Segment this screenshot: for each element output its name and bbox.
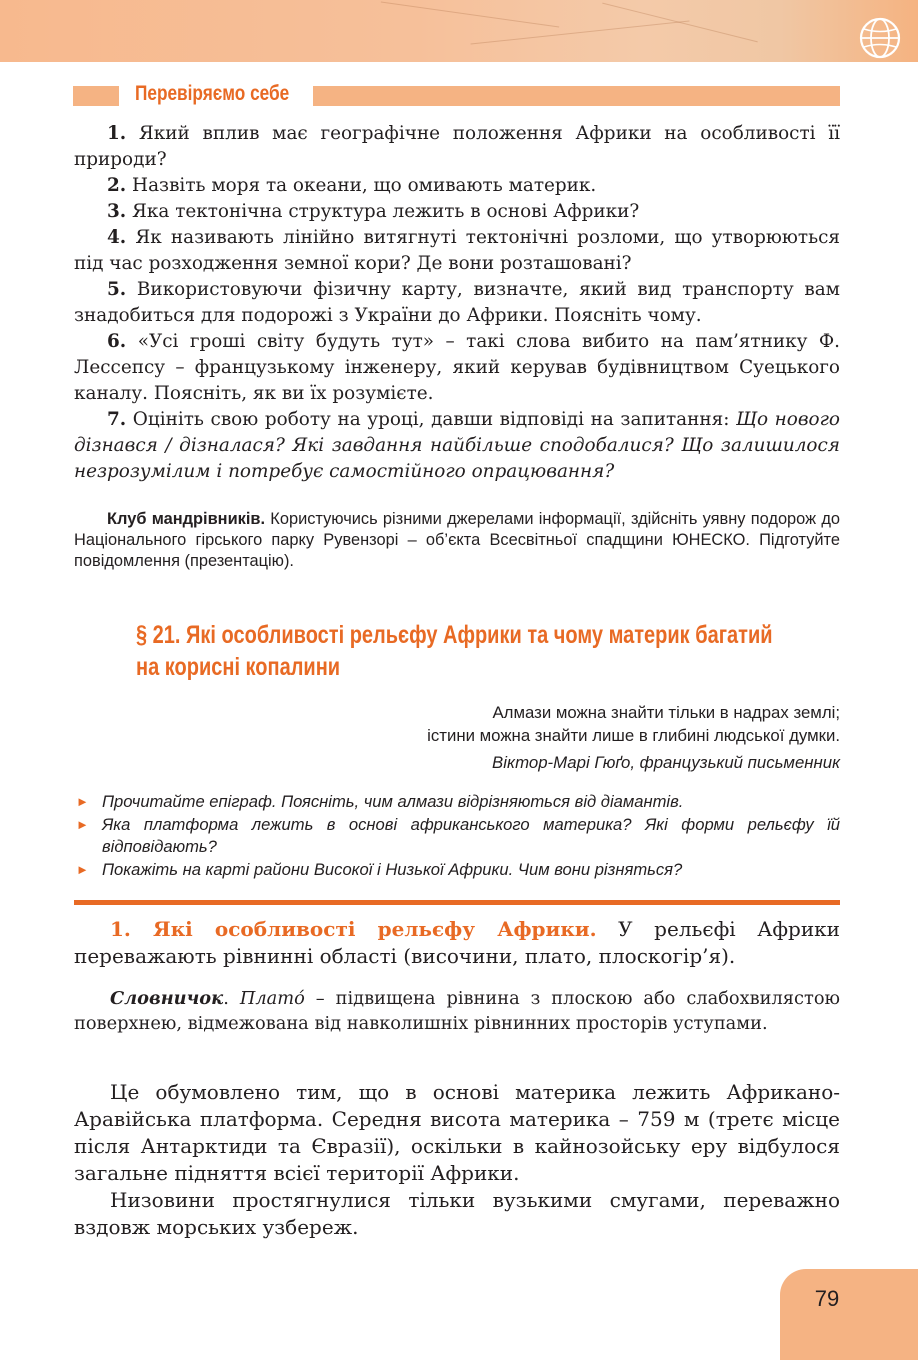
question-text: Який вплив має географічне положення Африки на особливості її природи? (74, 123, 840, 170)
question-item (74, 277, 840, 329)
question-number: 1. (107, 123, 127, 144)
page-number: 79 (814, 1286, 840, 1311)
epigraph (240, 701, 840, 774)
club-text: Користуючись різними джерелами інформації, здійсніть уявну подорож до Національного гірського парку Рувензорі – об’єкта Всесвітньої спадщини ЮНЕСКО. Підготуйте повідомлення (презентацію). (74, 510, 841, 570)
prompt-list (76, 791, 840, 881)
paragraph-platform (74, 1079, 840, 1241)
question-text: Яка тектонічна структура лежить в основі Африки? (126, 201, 640, 222)
club-label: Клуб мандрівників. (107, 510, 266, 528)
question-text: Оцініть свою роботу на уроці, давши відповіді на запитання: (126, 409, 736, 430)
map-texture-line (471, 21, 690, 45)
travelers-club-note (74, 509, 840, 572)
paragraph (74, 916, 840, 970)
glossary-term: Плато́ (239, 988, 305, 1009)
arrow-marker-icon: ► (76, 794, 89, 809)
question-item (74, 329, 840, 407)
top-decorative-band (0, 0, 918, 62)
epigraph-author: Віктор-Марі Гюґо, французький письменник (492, 753, 840, 772)
question-list (74, 121, 840, 485)
prompt-text: Яка платформа лежить в основі африканського материка? Які форми рельєфу їй відповідають? (102, 814, 840, 856)
prompt-text: Прочитайте епіграф. Поясніть, чим алмази відрізняються від діамантів. (102, 792, 684, 811)
section-title (136, 619, 792, 683)
paragraph-text: У рельєфі Африки переважають рівнинні області (височини, плато, плоскогір’я). (74, 917, 841, 968)
header-bar-right (313, 86, 840, 106)
question-item (74, 407, 840, 485)
question-text: Назвіть моря та океани, що омивають материк. (126, 175, 597, 196)
section-divider (74, 900, 840, 905)
question-number: 5. (107, 279, 127, 300)
question-number: 7. (107, 409, 127, 430)
paragraph-relief (74, 916, 840, 970)
section-title-line: на корисні копалини (136, 653, 341, 681)
paragraph: Це обумовлено тим, що в основі материка лежить Африкано-Аравійська платформа. Середня висота материка – 759 м (третє місце після Антарктиди та Євразії), оскільки в кайнозойську еру відбулося загальне підняття всієї території Африки. (74, 1080, 840, 1185)
section-title-line: § 21. Які особливості рельєфу Африки та чому материк багатий (136, 621, 773, 649)
page-number-tab (780, 1269, 918, 1360)
prompt-item (76, 859, 840, 882)
glossary-paragraph (74, 986, 840, 1036)
question-item (74, 173, 840, 199)
question-item (74, 225, 840, 277)
map-texture-line (602, 3, 757, 43)
question-item (74, 199, 840, 225)
map-texture-line (381, 1, 559, 27)
prompt-text: Покажіть на карті райони Високої і Низької Африки. Чим вони різняться? (102, 859, 683, 879)
arrow-marker-icon: ► (76, 861, 89, 877)
glossary-note (74, 986, 840, 1036)
question-number: 3. (107, 201, 127, 222)
epigraph-line: Алмази можна знайти тільки в надрах землі; (492, 703, 840, 722)
question-text: Використовуючи фізичну карту, визначте, який вид транспорту вам знадобиться для подорожі з України до Африки. Поясніть чому. (74, 279, 840, 326)
glossary-label: Словничок (110, 988, 224, 1009)
question-text: «Усі гроші світу будуть тут» – такі слова вибито на пам’ятнику Ф. Лессепсу – французькому інженеру, який керував будівництвом Суецького каналу. Поясніть, як ви їх розумієте. (74, 331, 840, 404)
glossary-separator: . (223, 988, 240, 1009)
question-text: Як називають лінійно витягнуті тектонічні розломи, що утворюються під час розходження земної кори? Де вони розташовані? (74, 227, 840, 274)
question-italic-text: Що нового дізнався / дізналася? Які завдання найбільше сподобалися? Що залишилося незрозумілим і потребує самостійного опрацювання? (74, 409, 840, 482)
glossary-definition: – підвищена рівнина з плоскою або слабохвилястою поверхнею, відмежована від навколишніх рівнинних просторів уступами. (74, 988, 841, 1034)
arrow-marker-icon: ► (76, 816, 89, 832)
question-number: 4. (107, 227, 127, 248)
epigraph-line: істини можна знайти лише в глибині людської думки. (427, 726, 840, 745)
self-check-title: Перевіряємо себе (135, 82, 290, 105)
globe-icon (858, 16, 902, 60)
self-check-header (73, 84, 840, 108)
question-number: 2. (107, 175, 127, 196)
prompt-item (76, 791, 840, 814)
prompt-item (76, 814, 840, 859)
paragraph: Низовини простягнулися тільки вузькими смугами, переважно вздовж морських узбереж. (74, 1188, 840, 1239)
question-number: 6. (107, 331, 127, 352)
header-bar-left (73, 86, 119, 106)
subheading: 1. Які особливості рельєфу Африки. (110, 917, 597, 941)
question-item (74, 121, 840, 173)
